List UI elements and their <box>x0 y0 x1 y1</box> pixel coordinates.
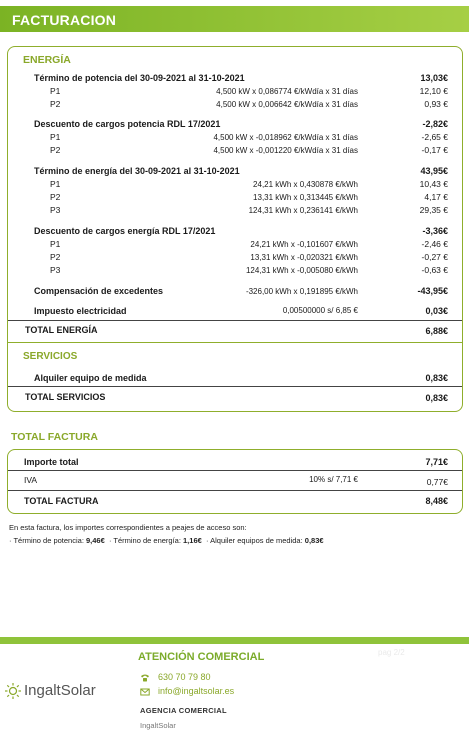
impuesto-amount: 0,03€ <box>425 306 448 316</box>
importe-total-amount: 7,71€ <box>425 457 448 467</box>
agency-name: IngaltSolar <box>140 721 176 730</box>
desc-potencia-label: Descuento de cargos potencia RDL 17/2021 <box>34 119 221 129</box>
desc-potencia-p2-calc: 4,500 kW x -0,001220 €/kWdía x 31 días <box>213 146 358 155</box>
total-energia-amount: 6,88€ <box>425 326 448 336</box>
total-servicios-amount: 0,83€ <box>425 393 448 403</box>
desc-potencia-p1-calc: 4,500 kW x -0,018962 €/kWdía x 31 días <box>213 133 358 142</box>
energia-p2-calc: 13,31 kWh x 0,313445 €/kWh <box>253 193 358 202</box>
potencia-p1-calc: 4,500 kW x 0,086774 €/kWdía x 31 días <box>216 87 358 96</box>
phone-icon <box>140 673 150 683</box>
total-factura-box <box>7 449 463 514</box>
divider <box>8 342 462 343</box>
compensacion-calc: -326,00 kWh x 0,191895 €/kWh <box>245 287 358 296</box>
desc-energia-p3-calc: 124,31 kWh x -0,005080 €/kWh <box>245 266 358 275</box>
potencia-p1-period: P1 <box>50 86 61 96</box>
note-energia-value: 1,16€ <box>183 536 202 545</box>
divider <box>8 320 462 321</box>
potencia-p2-calc: 4,500 kW x 0,006642 €/kWdía x 31 días <box>216 100 358 109</box>
desc-energia-p1-calc: 24,21 kWh x -0,101607 €/kWh <box>250 240 358 249</box>
energia-servicios-box <box>7 46 463 412</box>
compensacion-amount: -43,95€ <box>417 286 448 296</box>
iva-amount: 0,77€ <box>426 477 448 487</box>
energia-section-title: ENERGÍA <box>23 54 71 66</box>
potencia-p2-amount: 0,93 € <box>424 99 448 109</box>
email-icon <box>140 687 150 697</box>
total-factura-section-title: TOTAL FACTURA <box>11 431 98 443</box>
energia-term-label: Término de energía del 30-09-2021 al 31-10-2021 <box>34 166 240 176</box>
note-alquiler-label: · Alquiler equipos de medida: <box>201 536 305 545</box>
peajes-note: En esta factura, los importes correspondientes a peajes de acceso son: <box>9 523 247 532</box>
note-energia-label: · Término de energía: <box>104 536 184 545</box>
impuesto-label: Impuesto electricidad <box>34 306 127 316</box>
impuesto-calc: 0,00500000 s/ 6,85 € <box>282 306 358 315</box>
note-alquiler-value: 0,83€ <box>304 536 324 545</box>
energia-p1-calc: 24,21 kWh x 0,430878 €/kWh <box>253 180 358 189</box>
agency-title: AGENCIA COMERCIAL <box>140 706 227 715</box>
energia-p2-amount: 4,17 € <box>424 192 448 202</box>
energia-p1-period: P1 <box>50 179 61 189</box>
energia-p2-period: P2 <box>50 192 61 202</box>
desc-potencia-p2-period: P2 <box>50 145 61 155</box>
energia-term-amount: 43,95€ <box>420 166 448 176</box>
servicios-section-title: SERVICIOS <box>23 351 78 362</box>
total-factura-amount: 8,48€ <box>425 496 448 506</box>
energia-p1-amount: 10,43 € <box>419 179 448 189</box>
desc-potencia-p1-period: P1 <box>50 132 61 142</box>
importe-total-label: Importe total <box>24 457 79 467</box>
desc-energia-p3-period: P3 <box>50 265 61 275</box>
energia-p3-period: P3 <box>50 205 61 215</box>
sun-logo-icon <box>4 682 22 700</box>
total-factura-label: TOTAL FACTURA <box>24 496 99 506</box>
footer-divider <box>0 637 469 644</box>
page-title: FACTURACION <box>12 12 117 28</box>
desc-energia-amount: -3,36€ <box>422 226 448 236</box>
alquiler-label: Alquiler equipo de medida <box>34 373 147 383</box>
company-logo-text: IngaltSolar <box>24 682 96 699</box>
desc-energia-p1-amount: -2,46 € <box>421 239 448 249</box>
desc-energia-label: Descuento de cargos energía RDL 17/2021 <box>34 226 216 236</box>
desc-potencia-p1-amount: -2,65 € <box>421 132 448 142</box>
potencia-p1-amount: 12,10 € <box>419 86 448 96</box>
note-potencia-value: 9,46€ <box>86 536 105 545</box>
phone-number[interactable]: 630 70 79 80 <box>158 672 211 682</box>
iva-calc: 10% s/ 7,71 € <box>309 475 358 484</box>
total-servicios-label: TOTAL SERVICIOS <box>25 392 106 402</box>
page-number: pag 2/2 <box>378 648 405 657</box>
note-potencia-label: · Término de potencia: <box>9 536 86 545</box>
desc-energia-p2-period: P2 <box>50 252 61 262</box>
desc-energia-p1-period: P1 <box>50 239 61 249</box>
alquiler-amount: 0,83€ <box>425 373 448 383</box>
desc-energia-p3-amount: -0,63 € <box>421 265 448 275</box>
atencion-comercial-title: ATENCIÓN COMERCIAL <box>138 651 265 663</box>
desc-energia-p2-calc: 13,31 kWh x -0,020321 €/kWh <box>250 253 358 262</box>
email-link[interactable]: info@ingaltsolar.es <box>158 686 235 696</box>
energia-p3-amount: 29,35 € <box>419 205 448 215</box>
total-energia-label: TOTAL ENERGÍA <box>25 325 98 335</box>
compensacion-label: Compensación de excedentes <box>34 286 164 296</box>
potencia-amount: 13,03€ <box>420 73 448 83</box>
divider <box>8 470 462 471</box>
desc-potencia-p2-amount: -0,17 € <box>421 145 448 155</box>
divider <box>8 386 462 387</box>
peajes-breakdown <box>9 536 324 545</box>
potencia-p2-period: P2 <box>50 99 61 109</box>
energia-p3-calc: 124,31 kWh x 0,236141 €/kWh <box>248 206 358 215</box>
potencia-label: Término de potencia del 30-09-2021 al 31-10-2021 <box>34 73 245 83</box>
desc-energia-p2-amount: -0,27 € <box>421 252 448 262</box>
desc-potencia-amount: -2,82€ <box>422 119 448 129</box>
divider <box>8 490 462 491</box>
iva-label: IVA <box>24 475 38 485</box>
